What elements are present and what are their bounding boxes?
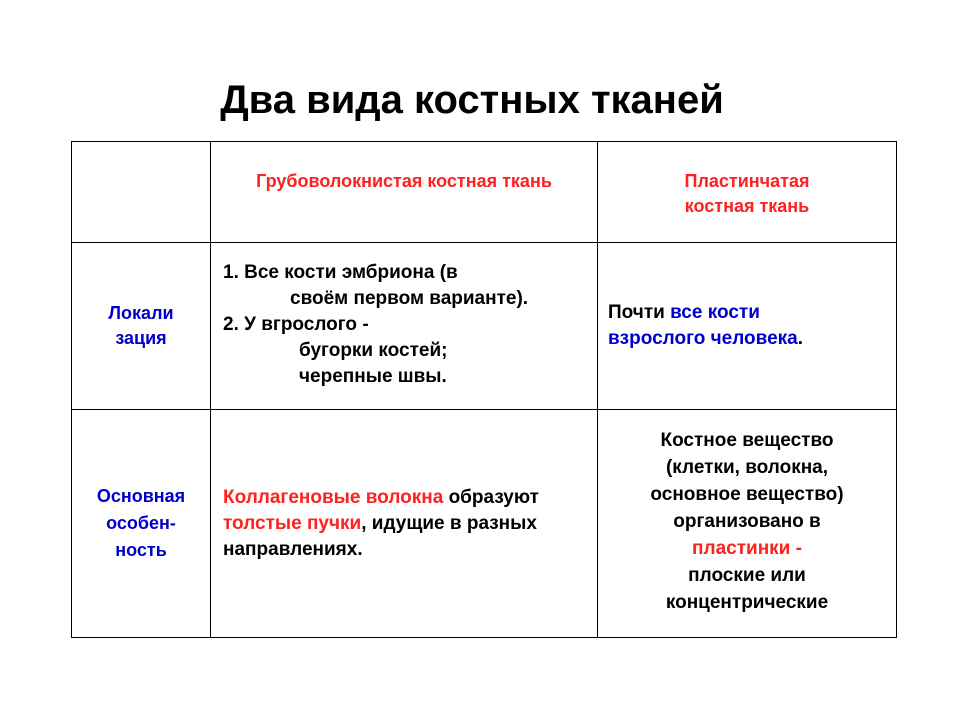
lamellar-feature-line7: концентрические (665, 592, 829, 613)
slide-title: Два вида костных тканей (220, 78, 724, 122)
lamellar-feature-line2: (клетки, волокна, (665, 457, 829, 478)
header-coarse-fibrous-text: Грубоволокнистая костная ткань (256, 171, 552, 191)
coarse-location-item2-line3: черепные швы. (299, 366, 447, 387)
coarse-location-item1-line1: 1. Все кости эмбриона (в (223, 262, 458, 283)
row-label-location (72, 243, 211, 410)
coarse-feature-text3: идущие в разных направлениях. (223, 512, 537, 560)
table-header-row (72, 142, 897, 243)
coarse-feature-red1: Коллагеновые волокна (223, 486, 444, 508)
row-label-feature-text: Основная особен- ность (96, 486, 186, 560)
coarse-location-item2-line1: 2. У вгрослого - (223, 314, 369, 335)
header-lamellar (598, 142, 897, 243)
coarse-feature-red2: толстые пучки (223, 512, 362, 534)
lamellar-location-highlight: все кости взрослого человека (608, 302, 798, 349)
row-label-location-text: Локали зация (108, 303, 174, 348)
coarse-location-item1-line2: своём первом варианте). (290, 288, 529, 309)
lamellar-feature-line3: основное вещество) (650, 484, 844, 505)
lamellar-location-text (608, 300, 828, 352)
table-corner-cell (72, 142, 211, 243)
coarse-feature-text1: образуют (443, 486, 539, 508)
lamellar-location-suffix: . (797, 328, 804, 349)
lamellar-feature-line1: Костное вещество (660, 430, 834, 451)
coarse-location-item2-line2: бугорки костей; (299, 340, 448, 361)
lamellar-feature-cell (598, 410, 897, 638)
coarse-feature-cell (211, 410, 598, 638)
lamellar-location-cell (598, 243, 897, 410)
coarse-feature-text2: , (361, 512, 367, 534)
table-row-feature (72, 410, 897, 638)
header-lamellar-text: Пластинчатая костная ткань (684, 171, 810, 216)
coarse-feature-text (223, 485, 558, 563)
coarse-location-cell (211, 243, 598, 410)
header-coarse-fibrous (211, 142, 598, 243)
row-label-feature (72, 410, 211, 638)
lamellar-location-prefix: Почти (608, 302, 671, 323)
lamellar-feature-line4: организовано в (673, 511, 821, 532)
lamellar-feature-line5: пластинки - (692, 538, 802, 559)
lamellar-feature-line6: плоские или (688, 565, 806, 586)
comparison-table (71, 141, 897, 638)
table-row-location (72, 243, 897, 410)
